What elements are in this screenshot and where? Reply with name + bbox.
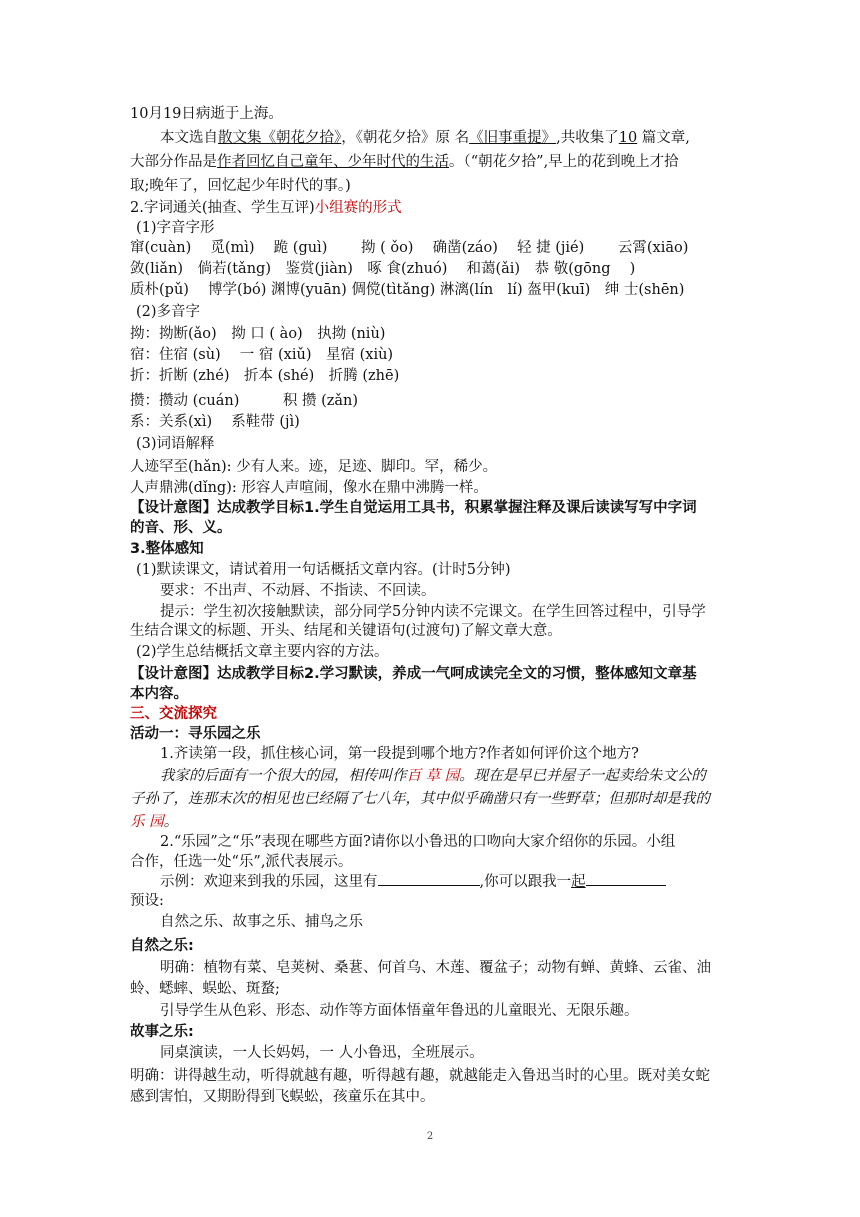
text-line: 要求：不出声、不动唇、不指读、不回读。 xyxy=(160,583,436,599)
underlined-text: 起 xyxy=(571,874,586,890)
text-line: 明确：植物有菜、皂荚树、桑葚、何首乌、木莲、覆盆子；动物有蝉、黄蜂、云雀、油 xyxy=(160,960,711,976)
text-line: 蛉、蟋蟀、蜈蚣、斑蝥; xyxy=(130,981,280,997)
fill-in-blank xyxy=(378,871,480,886)
underlined-text: 《旧事重提》 xyxy=(469,130,557,146)
fill-in-blank xyxy=(586,871,666,886)
design-intent: 本内容。 xyxy=(130,686,188,702)
underlined-text: 10 xyxy=(618,130,638,146)
highlighted-text: 小组赛的形式 xyxy=(314,200,402,216)
text-run: 。（“朝花夕拾”,早上的花到晚上才拾 xyxy=(449,154,679,170)
text-run: ,共收集了 xyxy=(556,130,619,146)
text-run: 示例：欢迎来到我的乐园，这里有 xyxy=(160,874,378,890)
text-line: 引导学生从色彩、形态、动作等方面体悟童年鲁迅的儿童眼光、无限乐趣。 xyxy=(160,1003,639,1019)
text-line: 同桌演读，一人长妈妈，一 人小鲁迅，全班展示。 xyxy=(160,1045,484,1061)
text-run: 篇文章, xyxy=(637,130,690,146)
design-intent: 的音、形、义。 xyxy=(130,520,232,536)
text-line: (3)词语解释 xyxy=(136,436,215,452)
text-line: 2.“乐园”之“乐”表现在哪些方面?请你以小鲁迅的口吻向大家介绍你的乐园。小组 xyxy=(160,834,676,850)
design-intent: 【设计意图】达成教学目标1.学生自觉运用工具书，积累掌握注释及课后读读写写中字词 xyxy=(130,500,697,516)
text-line: 明确：讲得越生动，听得就越有趣，听得越有趣，就越能走入鲁迅当时的心里。既对美女蛇 xyxy=(130,1068,710,1084)
text-run: 。 xyxy=(163,814,179,830)
text-line xyxy=(130,152,679,172)
text-line: 10月19日病逝于上海。 xyxy=(130,106,283,122)
text-line xyxy=(160,128,690,148)
text-line: 折：折断 (zhé) 折本 (shé) 折腾 (zhē) xyxy=(130,368,400,384)
text-line: 合作，任选一处“乐”,派代表展示。 xyxy=(130,854,353,870)
text-line: 人迹罕至(hǎn): 少有人来。迹，足迹、脚印。罕，稀少。 xyxy=(130,459,498,475)
subheading: 自然之乐: xyxy=(130,938,194,954)
text-line: 1.齐读第一段，抓住核心词，第一段提到哪个地方?作者如何评价这个地方? xyxy=(160,746,639,762)
section-heading xyxy=(130,198,402,218)
underlined-text: 散文集《朝花夕拾》 xyxy=(218,130,342,146)
text-line: (2)学生总结概括文章主要内容的方法。 xyxy=(136,644,389,660)
text-line: 拗：拗断(ǎo) 拗 口 ( ào) 执拗 (niù) xyxy=(130,326,386,342)
quote-line: 子孙了，连那末次的相见也已经隔了七八年，其中似乎确凿只有一些野草；但那时却是我的 xyxy=(130,791,710,807)
text-run: ，《朝花夕拾》原 名 xyxy=(341,130,470,146)
page-number: 2 xyxy=(426,1131,434,1142)
text-line: 敛(liǎn) 倘若(tǎng) 鉴赏(jiàn) 啄 食(zhuó) 和蔼(ǎi) 恭 敬(gōng ) xyxy=(130,261,636,277)
text-line: 感到害怕，又期盼得到飞蜈蚣，孩童乐在其中。 xyxy=(130,1089,435,1105)
activity-heading: 活动一：寻乐园之乐 xyxy=(130,726,261,742)
quote-line xyxy=(160,766,706,786)
text-run: ,你可以跟我一 xyxy=(479,874,572,890)
highlighted-text: 百 草 园 xyxy=(406,768,460,784)
text-line: 攒：攒动 (cuán) 积 攒 (zǎn) xyxy=(130,393,359,409)
subheading: 故事之乐: xyxy=(130,1024,194,1040)
text-run: 2.字词通关(抽查、学生互评) xyxy=(130,200,315,216)
text-line: 系：关系(xì) 系鞋带 (jì) xyxy=(130,414,300,430)
text-line: 取;晚年了，回忆起少年时代的事。) xyxy=(130,178,351,194)
text-run: 我家的后面有一个很大的园，相传叫作 xyxy=(160,768,407,784)
text-line: 提示：学生初次接触默读，部分同学5分钟内读不完课文。在学生回答过程中，引导学 xyxy=(160,604,706,620)
text-line: 生结合课文的标题、开头、结尾和关键语句(过渡句)了解文章大意。 xyxy=(130,623,562,639)
text-line: 人声鼎沸(dǐng): 形容人声喧闹，像水在鼎中沸腾一样。 xyxy=(130,480,488,496)
text-run: 大部分作品是 xyxy=(130,154,217,170)
text-line: (2)多音字 xyxy=(136,304,201,320)
text-line: 质朴(pǔ) 博学(bó) 渊博(yuān) 倜傥(tìtǎng) 淋漓(lín lí) 盔甲(kuī) 绅 士(shēn) xyxy=(130,282,685,298)
text-line: 自然之乐、故事之乐、捕鸟之乐 xyxy=(160,914,363,930)
section-heading: 三、交流探究 xyxy=(130,706,217,722)
underlined-text: 作者回忆自己童年、少年时代的生活 xyxy=(217,154,449,170)
design-intent: 【设计意图】达成教学目标2.学习默读，养成一气呵成读完全文的习惯，整体感知文章基 xyxy=(130,666,697,682)
highlighted-text: 乐 园 xyxy=(130,814,164,830)
text-line: 窜(cuàn) 觅(mì) 跪 (guì) 拗 ( ǒo) 确凿(záo) 轻 捷 (jié) 云霄(xiāo) xyxy=(130,240,689,256)
text-line: 宿：住宿 (sù) 一 宿 (xiǔ) 星宿 (xiù) xyxy=(130,347,394,363)
text-line: (1)默读课文，请试着用一句话概括文章内容。(计时5分钟) xyxy=(136,562,511,578)
text-run: 。现在是早已并屋子一起卖给朱文公的 xyxy=(459,768,706,784)
quote-line xyxy=(130,812,178,832)
text-line xyxy=(160,871,666,892)
text-run: 本文选自 xyxy=(160,130,218,146)
section-heading: 3.整体感知 xyxy=(130,541,204,557)
text-line: (1)字音字形 xyxy=(136,220,215,236)
text-line: 预设: xyxy=(130,893,164,909)
